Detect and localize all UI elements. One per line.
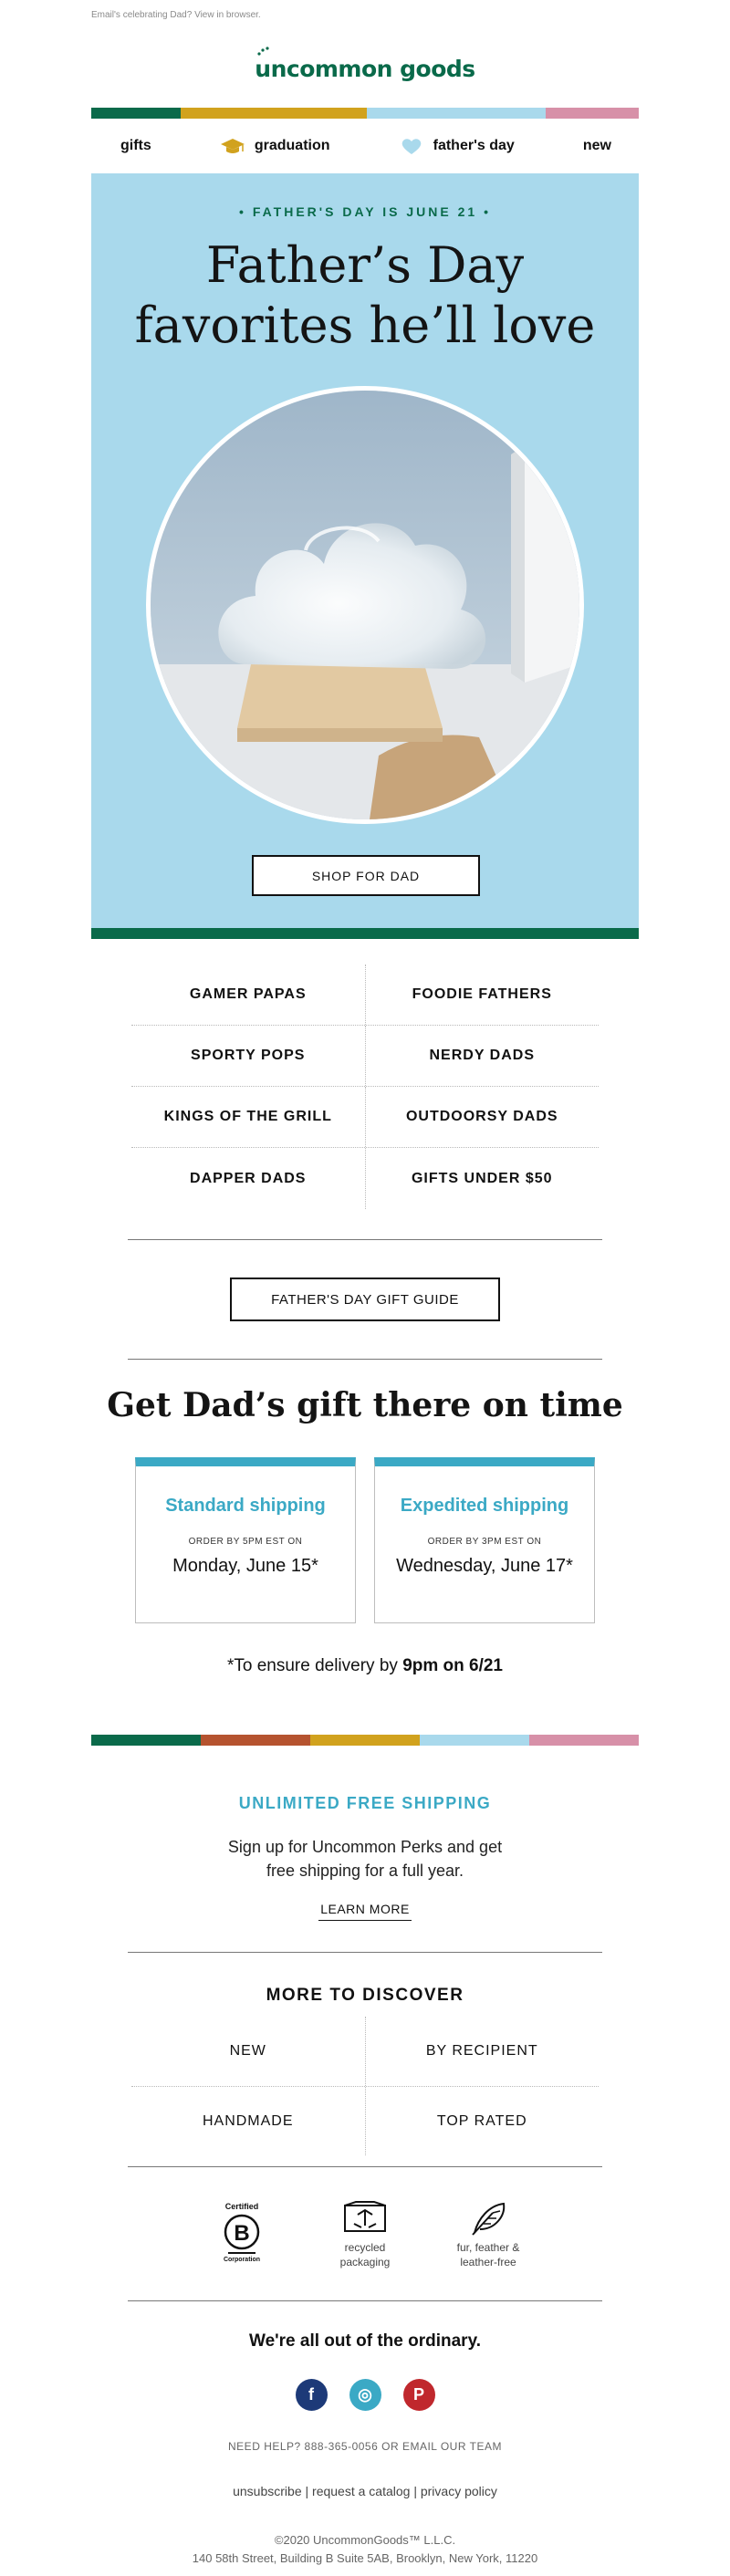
- badge-line-2: leather-free: [460, 2256, 516, 2268]
- help-line[interactable]: NEED HELP? 888-365-0056 OR EMAIL OUR TEAM: [228, 2440, 502, 2453]
- recycled-packaging-badge: [315, 2200, 415, 2269]
- logo-row: [0, 29, 730, 108]
- discover-new[interactable]: NEW: [229, 2043, 266, 2059]
- delivery-note-deadline: 9pm on 6/21: [402, 1656, 504, 1675]
- unsubscribe-link[interactable]: unsubscribe: [233, 2484, 302, 2498]
- top-nav: [91, 119, 639, 173]
- category-row: [131, 965, 599, 1026]
- privacy-policy-link[interactable]: privacy policy: [420, 2484, 497, 2498]
- shipping-card-cutoff: ORDER BY 5PM EST ON: [188, 1537, 303, 1547]
- discover-top-rated[interactable]: TOP RATED: [365, 2087, 600, 2155]
- hero-title-line-1: Father’s Day: [205, 236, 525, 294]
- gift-guide-button[interactable]: FATHER'S DAY GIFT GUIDE: [230, 1278, 500, 1321]
- discover-title: MORE TO DISCOVER: [266, 1986, 464, 2005]
- hero-title-line-2: favorites he’ll love: [134, 297, 596, 354]
- discover-row: [131, 2017, 599, 2086]
- perks-line-2: free shipping for a full year.: [266, 1862, 464, 1880]
- expedited-shipping-card: [374, 1457, 595, 1623]
- category-foodie-fathers[interactable]: FOODIE FATHERS: [365, 965, 600, 1025]
- stripe-blue: [420, 1735, 529, 1746]
- category-sporty-pops[interactable]: SPORTY POPS: [191, 1048, 306, 1063]
- badge-line-1: recycled: [344, 2241, 386, 2254]
- badge-line-1: fur, feather &: [456, 2241, 520, 2254]
- category-nerdy-dads[interactable]: NERDY DADS: [365, 1026, 600, 1086]
- social-links: [0, 2379, 730, 2411]
- nav-label: graduation: [254, 138, 330, 153]
- b-corp-bottom: Corporation: [223, 2257, 261, 2263]
- instagram-icon[interactable]: ◎: [349, 2379, 381, 2411]
- category-gifts-under-50[interactable]: GIFTS UNDER $50: [365, 1148, 600, 1209]
- heart-icon: [399, 136, 424, 156]
- stripe-gold: [181, 108, 367, 119]
- fur-feather-leather-free-badge: [438, 2200, 538, 2269]
- category-outdoorsy-dads[interactable]: OUTDOORSY DADS: [365, 1087, 600, 1147]
- nav-label: father's day: [433, 138, 515, 153]
- brand-name: uncommon goods: [255, 55, 475, 82]
- shipping-card-title: Standard shipping: [165, 1496, 326, 1516]
- category-grid: [131, 965, 599, 1209]
- category-gamer-papas[interactable]: GAMER PAPAS: [189, 986, 307, 1002]
- preheader[interactable]: Email's celebrating Dad? View in browser.: [91, 10, 261, 20]
- logo-sparkle-icon: [256, 47, 269, 56]
- discover-by-recipient[interactable]: BY RECIPIENT: [365, 2017, 600, 2086]
- hero-product-image[interactable]: [146, 386, 584, 824]
- footer-legal: [0, 2531, 730, 2568]
- category-kings-of-the-grill[interactable]: KINGS OF THE GRILL: [163, 1109, 332, 1124]
- nav-label: new: [582, 138, 611, 153]
- shipping-cards: [135, 1457, 595, 1623]
- discover-row: [131, 2086, 599, 2155]
- divider: [128, 1359, 602, 1360]
- shipping-card-cutoff: ORDER BY 3PM EST ON: [427, 1537, 542, 1547]
- b-corp-top: Certified: [224, 2202, 259, 2211]
- top-color-stripe: [91, 108, 639, 119]
- nav-item-graduation[interactable]: [220, 136, 330, 156]
- hero-bottom-bar: [91, 928, 639, 939]
- delivery-note-text: *To ensure delivery by: [226, 1656, 403, 1675]
- multi-color-stripe: [91, 1735, 639, 1746]
- perks-description: [0, 1835, 730, 1882]
- facebook-icon[interactable]: f: [296, 2379, 328, 2411]
- pinterest-icon[interactable]: P: [403, 2379, 435, 2411]
- footer-links: [0, 2484, 730, 2498]
- b-corp-badge: [192, 2200, 292, 2268]
- footer-tagline: We're all out of the ordinary.: [248, 2331, 481, 2351]
- stripe-gold: [310, 1735, 420, 1746]
- shipping-card-date: Wednesday, June 17*: [396, 1556, 573, 1576]
- feather-icon: [465, 2200, 511, 2237]
- category-row: [131, 1026, 599, 1087]
- link-separator: |: [305, 2484, 313, 2498]
- recycled-packaging-icon: [339, 2200, 391, 2237]
- stripe-green: [91, 108, 181, 119]
- delivery-note: [0, 1656, 730, 1676]
- stripe-rust: [201, 1735, 310, 1746]
- gift-guide-section: [0, 1240, 730, 1359]
- hero-banner[interactable]: [91, 173, 639, 928]
- stripe-green: [91, 1735, 201, 1746]
- request-catalog-link[interactable]: request a catalog: [312, 2484, 411, 2498]
- discover-grid: [131, 2017, 599, 2155]
- category-dapper-dads[interactable]: DAPPER DADS: [190, 1170, 307, 1186]
- learn-more-link[interactable]: LEARN MORE: [318, 1902, 412, 1921]
- shipping-card-title: Expedited shipping: [400, 1496, 569, 1516]
- hero-kicker: • FATHER'S DAY IS JUNE 21 •: [239, 204, 491, 219]
- b-corp-mark: B: [234, 2221, 250, 2246]
- discover-handmade[interactable]: HANDMADE: [202, 2112, 294, 2129]
- cloud-storm-glass-image: [151, 391, 579, 819]
- nav-item-gifts[interactable]: [120, 138, 151, 154]
- divider: [128, 1952, 602, 1953]
- stripe-blue: [367, 108, 546, 119]
- hero-title: [91, 235, 639, 356]
- copyright: ©2020 UncommonGoods™ L.L.C.: [274, 2533, 456, 2547]
- link-separator: |: [413, 2484, 421, 2498]
- shipping-card-date: Monday, June 15*: [172, 1556, 318, 1576]
- values-badges: [192, 2167, 538, 2300]
- address: 140 58th Street, Building B Suite 5AB, Brooklyn, New York, 11220: [192, 2551, 538, 2565]
- nav-item-new[interactable]: [583, 138, 611, 154]
- nav-label: gifts: [120, 138, 151, 153]
- category-row: [131, 1087, 599, 1148]
- graduation-cap-icon: [220, 136, 245, 156]
- shipping-title: Get Dad’s gift there on time: [107, 1386, 623, 1424]
- stripe-pink: [546, 108, 639, 119]
- standard-shipping-card: [135, 1457, 356, 1623]
- brand-logo[interactable]: [255, 56, 474, 82]
- badge-line-2: packaging: [339, 2256, 391, 2268]
- nav-item-fathers-day[interactable]: [399, 136, 515, 156]
- stripe-pink: [529, 1735, 639, 1746]
- b-corp-icon: [219, 2200, 265, 2264]
- perks-line-1: Sign up for Uncommon Perks and get: [227, 1838, 503, 1856]
- perks-title: UNLIMITED FREE SHIPPING: [238, 1794, 492, 1812]
- shop-for-dad-button[interactable]: SHOP FOR DAD: [252, 855, 480, 896]
- divider: [128, 2300, 602, 2301]
- category-row: [131, 1148, 599, 1209]
